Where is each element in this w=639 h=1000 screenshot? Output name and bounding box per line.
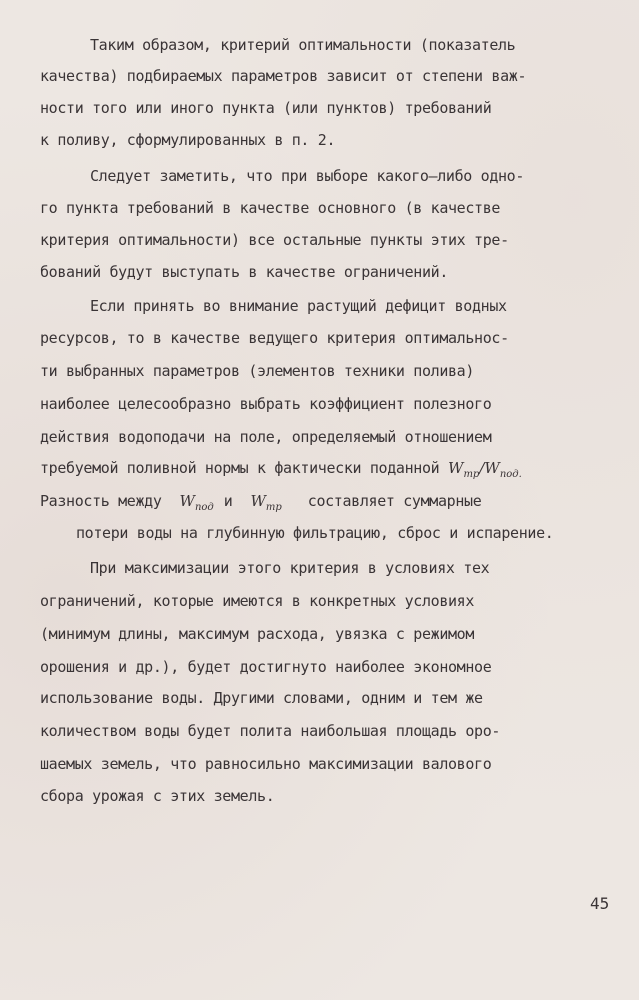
paragraph-1-line-4: к поливу, сформулированных в п. 2. (40, 131, 336, 149)
paragraph-3-line-7-before: Разность между (40, 492, 162, 510)
handwritten-w-required (250, 492, 282, 513)
paragraph-3-line-7-after: составляет суммарные (307, 492, 482, 510)
handwritten-w-supplied (179, 492, 214, 513)
paragraph-1-line-3: ности того или иного пункта (или пунктов) требований (40, 99, 492, 117)
w-supplied-letter: W (179, 492, 195, 510)
paragraph-3-line-6 (40, 458, 615, 485)
paragraph-4-line-8: сбора урожая с этих земель. (40, 787, 275, 805)
w-supplied-sub: под (194, 502, 214, 513)
paragraph-4-line-1: При максимизации этого критерия в условиях тех (90, 559, 490, 577)
formula-w-supplied: W (484, 459, 500, 477)
w-required-letter: W (250, 492, 266, 510)
paragraph-2-line-3: критерия оптимальности) все остальные пункты этих тре- (40, 231, 509, 249)
handwritten-formula (448, 459, 522, 480)
paragraph-2-line-2: го пункта требований в качестве основного (в качестве (40, 199, 501, 217)
paragraph-4-line-2: ограничений, которые имеются в конкретных условиях (40, 592, 475, 610)
w-required-sub: тр (265, 502, 282, 513)
formula-sub-supplied: под. (499, 469, 522, 480)
paragraph-3-line-4: наиболее целесообразно выбрать коэффициент полезного (40, 395, 492, 413)
paragraph-3-line-7 (40, 491, 615, 518)
paragraph-4-line-7: шаемых земель, что равносильно максимизации валового (40, 755, 492, 773)
paragraph-4-line-4: орошения и др.), будет достигнуто наиболее экономное (40, 658, 492, 676)
paragraph-3-line-7-mid: и (223, 492, 233, 510)
paragraph-3-line-1: Если принять во внимание растущий дефицит водных (90, 297, 507, 315)
paragraph-3-line-5: действия водоподачи на поле, определяемый отношением (40, 428, 492, 446)
paragraph-3-line-2: ресурсов, то в качестве ведущего критерия оптимальнос- (40, 329, 509, 347)
paragraph-4-line-3: (минимум длины, максимум расхода, увязка с режимом (40, 625, 475, 643)
paragraph-4-line-5: использование воды. Другими словами, одним и тем же (40, 689, 483, 707)
paragraph-3-line-3: ти выбранных параметров (элементов техники полива) (40, 362, 475, 380)
paragraph-4-line-6: количеством воды будет полита наибольшая площадь оро- (40, 722, 501, 740)
paragraph-3-line-8: потери воды на глубинную фильтрацию, сброс и испарение. (76, 524, 554, 542)
paragraph-3-line-6-text: требуемой поливной нормы к фактически поданной (40, 459, 440, 477)
paragraph-1-line-1: Таким образом, критерий оптимальности (показатель (90, 36, 516, 54)
paragraph-2-line-4: бований будут выступать в качестве ограничений. (40, 263, 448, 281)
paragraph-2-line-1: Следует заметить, что при выборе какого–либо одно- (90, 167, 525, 185)
formula-slash: / (479, 459, 485, 477)
page-number: 45 (590, 894, 610, 913)
formula-w-required: W (448, 459, 464, 477)
formula-sub-required: тр (463, 469, 480, 480)
paragraph-1-line-2: качества) подбираемых параметров зависит от степени важ- (40, 67, 527, 85)
